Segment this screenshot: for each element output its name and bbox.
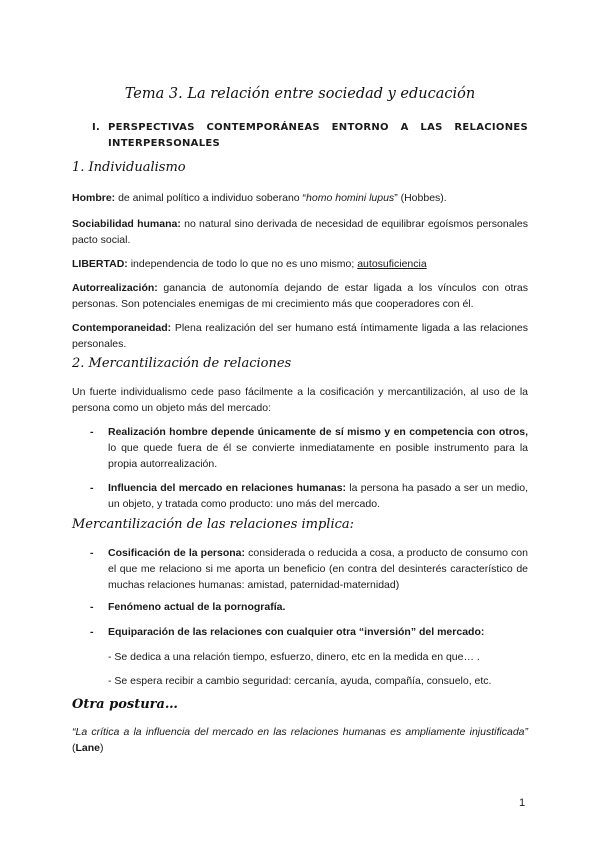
sub-item: - Se espera recibir a cambio seguridad: cercanía, ayuda, compañía, consuelo, etc. xyxy=(108,675,492,687)
sub-item: - Se dedica a una relación tiempo, esfuerzo, dinero, etc en la medida en que… . xyxy=(108,651,480,663)
paragraph-hombre: Hombre: de animal político a individuo soberano “homo homini lupus” (Hobbes). xyxy=(72,192,447,204)
paragraph-libertad: LIBERTAD: independencia de todo lo que no es uno mismo; autosuficiencia xyxy=(72,258,427,270)
label-autorrealizacion: Autorrealización: xyxy=(72,282,158,294)
quote-text: “La crítica a la influencia del mercado en las relaciones humanas es ampliamente injustificada” xyxy=(72,726,528,738)
subheading-otra-postura: Otra postura… xyxy=(72,697,178,712)
subheading-individualismo: 1. Individualismo xyxy=(72,160,186,175)
paragraph-intro-mercantilizacion: Un fuerte individualismo cede paso fácilmente a la cosificación y mercantilización, al uso de la persona como un objeto más del mercado: xyxy=(72,386,528,414)
page-number: 1 xyxy=(519,797,526,809)
quote-author: Lane xyxy=(75,742,101,754)
quote-paragraph: “La crítica a la influencia del mercado en las relaciones humanas es ampliamente injustificada” (Lane) xyxy=(72,726,528,754)
paragraph-autorrealizacion: Autorrealización: ganancia de autonomía dejando de estar ligada a los vínculos con otras personas. Son potenciales enemigas de mi crecimiento más que cooperadores con él. xyxy=(72,282,528,310)
subheading-implica: Mercantilización de las relaciones implica: xyxy=(72,517,355,532)
list-item: - Influencia del mercado en relaciones humanas: la persona ha pasado a ser un medio, un objeto, y tratada como producto: uno más del mercado. xyxy=(90,482,528,510)
subheading-mercantilizacion: 2. Mercantilización de relaciones xyxy=(72,356,292,371)
paragraph-sociabilidad: Sociabilidad humana: no natural sino derivada de necesidad de equilibrar egoísmos personales pacto social. xyxy=(72,218,528,246)
list-item: - Equiparación de las relaciones con cualquier otra “inversión” del mercado: xyxy=(90,626,485,638)
list-item: - Cosificación de la persona: considerada o reducida a cosa, a producto de consumo con el que me relaciono si me aporta un beneficio (en contra del desinterés característico de muchas relaciones humanas: amistad, paternidad-maternidad) xyxy=(90,547,528,591)
list-item: - Fenómeno actual de la pornografía. xyxy=(90,601,286,613)
label-libertad: LIBERTAD: xyxy=(72,258,128,270)
label-contemporaneidad: Contemporaneidad: xyxy=(72,322,172,334)
label-hombre: Hombre: xyxy=(72,192,116,204)
page-title: Tema 3. La relación entre sociedad y educación xyxy=(124,86,476,102)
autosuficiencia-link: autosuficiencia xyxy=(357,258,427,270)
list-item: - Realización hombre depende únicamente de sí mismo y en competencia con otros, lo que quede fuera de él se convierte inmediatamente en posible instrumento para la propia autorrealización. xyxy=(90,426,528,470)
section-title: PERSPECTIVAS CONTEMPORÁNEAS ENTORNO A LAS RELACIONES INTERPERSONALES xyxy=(108,122,528,149)
section-heading xyxy=(92,120,528,152)
label-sociabilidad: Sociabilidad humana: xyxy=(72,218,181,230)
paragraph-contemporaneidad: Contemporaneidad: Plena realización del ser humano está íntimamente ligada a las relaciones personales. xyxy=(72,322,528,350)
section-number: I. xyxy=(92,122,101,133)
